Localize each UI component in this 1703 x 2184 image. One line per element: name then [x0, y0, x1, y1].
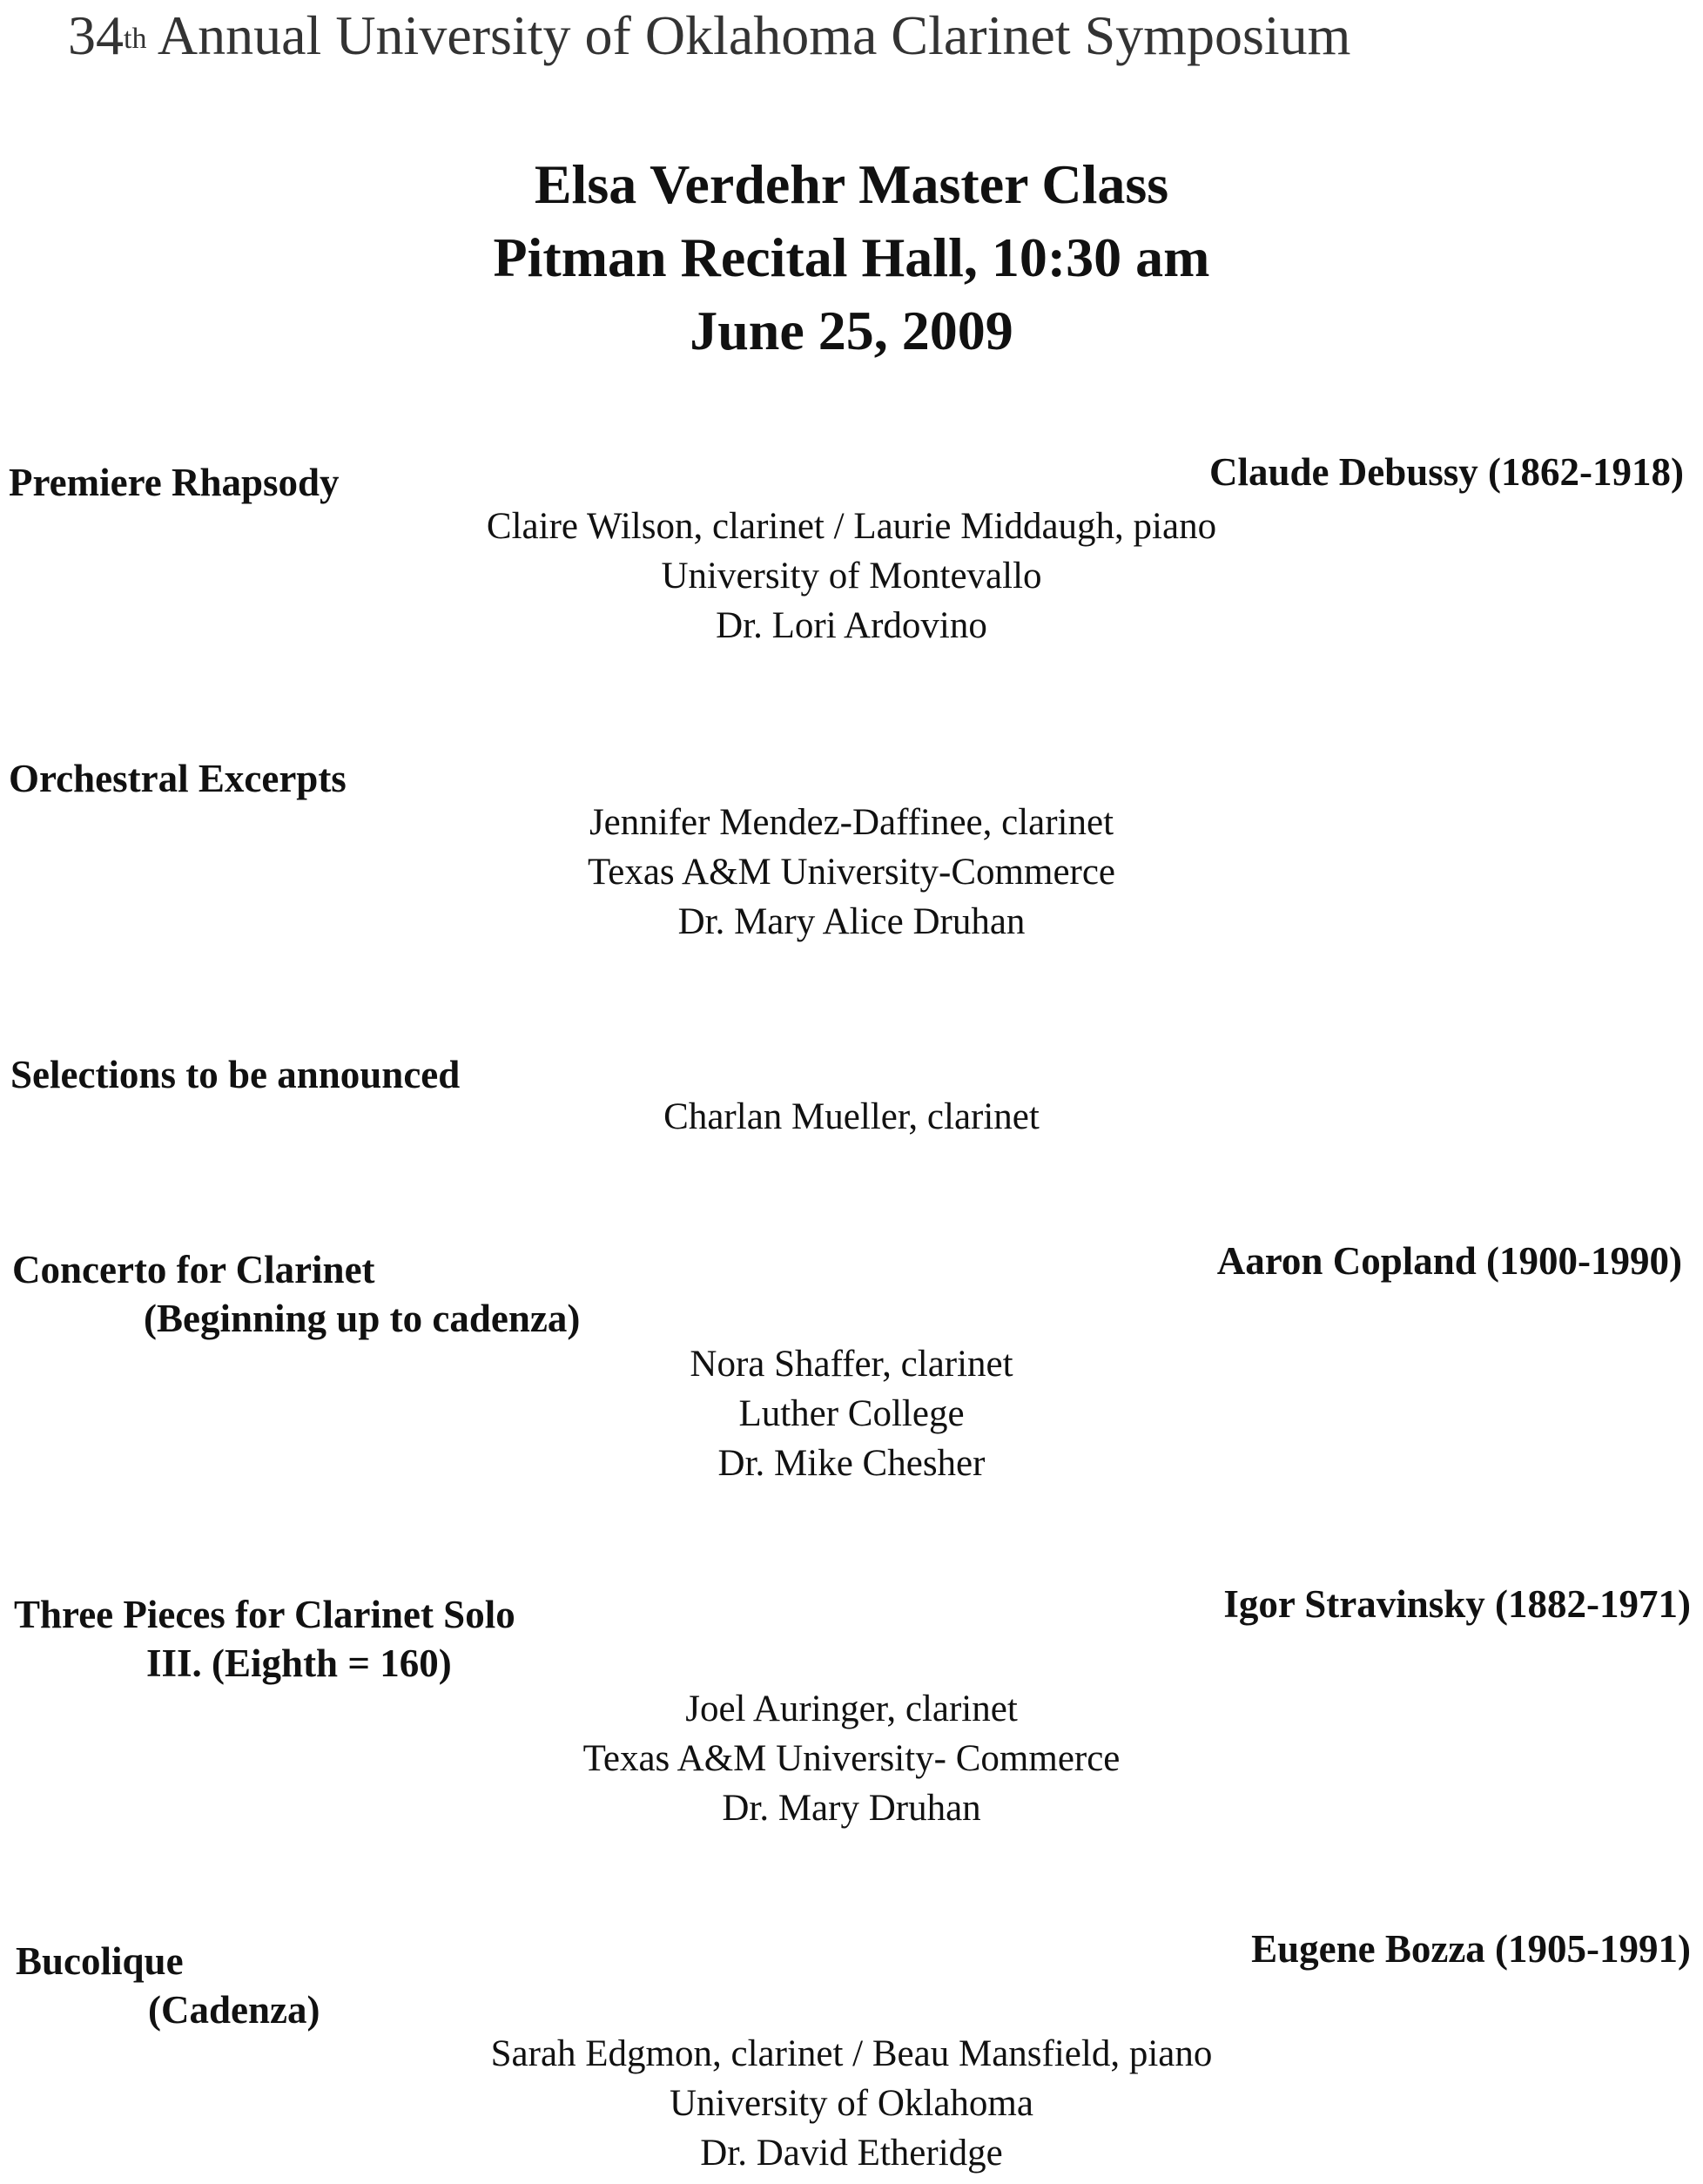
- performer-line: Texas A&M University- Commerce: [582, 1738, 1121, 1779]
- event-venue-time: Pitman Recital Hall, 10:30 am: [493, 226, 1210, 288]
- performer-line: Jennifer Mendez-Daffinee, clarinet: [589, 802, 1114, 843]
- performer-line: University of Oklahoma: [670, 2083, 1033, 2124]
- performer-line: Nora Shaffer, clarinet: [690, 1344, 1013, 1385]
- piece-title: Three Pieces for Clarinet Solo: [14, 1593, 515, 1636]
- performer-block: [0, 798, 1703, 947]
- performer-line: Sarah Edgmon, clarinet / Beau Mansfield, piano: [490, 2033, 1213, 2074]
- composer: Aaron Copland (1900-1990): [1216, 1239, 1682, 1283]
- performer-line: Dr. Mary Alice Druhan: [677, 901, 1026, 942]
- performer-line: Dr. Mary Druhan: [722, 1788, 981, 1829]
- composer: Igor Stravinsky (1882-1971): [1223, 1582, 1691, 1626]
- piece-title: Bucolique: [16, 1939, 184, 1983]
- piece-subtitle: (Beginning up to cadenza): [144, 1297, 581, 1340]
- title-rest: Annual University of Oklahoma Clarinet Symposium: [146, 4, 1351, 66]
- performer-line: Dr. Mike Chesher: [717, 1443, 986, 1484]
- piece-title: Selections to be announced: [10, 1053, 461, 1096]
- piece-subtitle: (Cadenza): [148, 1988, 320, 2032]
- symposium-title: [68, 0, 1635, 71]
- composer: Eugene Bozza (1905-1991): [1251, 1927, 1691, 1971]
- performer-line: University of Montevallo: [661, 556, 1042, 597]
- performer-block: [0, 502, 1703, 650]
- performer-line: Charlan Mueller, clarinet: [663, 1096, 1040, 1137]
- event-date: June 25, 2009: [690, 300, 1013, 361]
- performer-block: [0, 1092, 1703, 1142]
- title-ordinal: th: [124, 23, 147, 55]
- performer-block: [0, 1684, 1703, 1833]
- piece-title: Concerto for Clarinet: [12, 1248, 375, 1291]
- performer-line: Luther College: [738, 1393, 965, 1434]
- event-heading: [0, 148, 1703, 367]
- performer-line: Dr. Lori Ardovino: [716, 605, 987, 646]
- performer-line: Joel Auringer, clarinet: [685, 1689, 1018, 1729]
- performer-line: Claire Wilson, clarinet / Laurie Middaugh, piano: [486, 506, 1217, 547]
- piece-subtitle: III. (Eighth = 160): [146, 1641, 452, 1685]
- piece-title: Orchestral Excerpts: [9, 757, 347, 800]
- performer-line: Dr. David Etheridge: [700, 2133, 1003, 2174]
- performer-line: Texas A&M University-Commerce: [587, 852, 1116, 893]
- event-name: Elsa Verdehr Master Class: [534, 153, 1169, 215]
- performer-block: [0, 2029, 1703, 2178]
- title-number: 34: [68, 4, 124, 66]
- composer: Claude Debussy (1862-1918): [1208, 450, 1684, 494]
- performer-block: [0, 1339, 1703, 1488]
- piece-title: Premiere Rhapsody: [9, 461, 340, 504]
